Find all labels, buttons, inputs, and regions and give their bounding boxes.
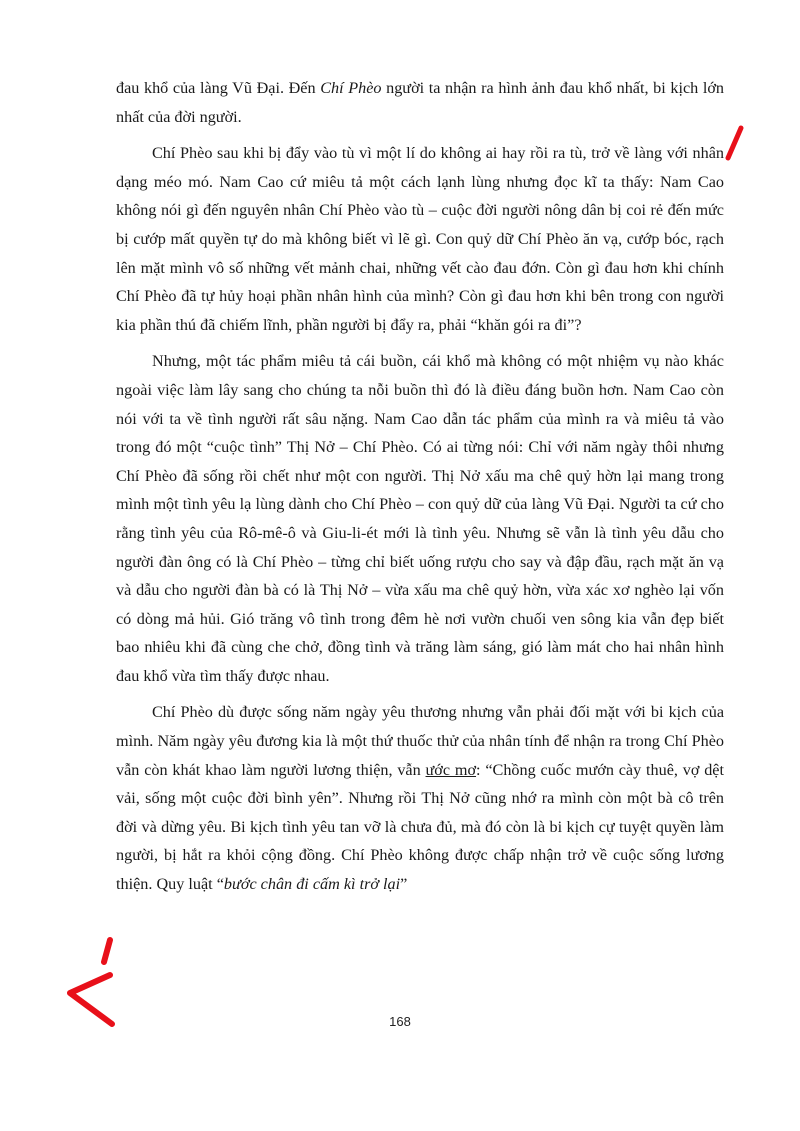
text-run: ” <box>400 875 408 894</box>
body-text <box>116 74 724 907</box>
red-slash-mark <box>728 128 741 158</box>
paragraph-1 <box>116 74 724 131</box>
text-run: ước mơ <box>425 760 477 779</box>
text-run: Nhưng, một tác phẩm miêu tả cái buồn, cái khổ mà không có một nhiệm vụ nào khác ngoài việc làm lây sang cho chúng ta nỗi buồn thì đó là điều đáng buồn hơn. Nam Cao còn nói với ta về tình người rất sâu nặng. Nam Cao dẫn tác phẩm của mình ra và miêu tả vào trong đó một “cuộc tình” Thị Nở – Chí Phèo. Có ai từng nói: Chỉ với năm ngày thôi nhưng Chí Phèo đã sống rồi chết như một con người. Thị Nở xấu ma chê quỷ hờn lại mang trong mình một tình yêu lạ lùng dành cho Chí Phèo – con quỷ dữ của làng Vũ Đại. Người ta cứ cho rằng tình yêu của Rô-mê-ô và Giu-li-ét mới là tình yêu. Nhưng sẽ vẫn là tình yêu dẫu cho người đàn ông có là Chí Phèo – từng chỉ biết uống rượu cho say và đập đầu, rạch mặt ăn vạ và dẫu cho người đàn bà có là Thị Nở – vừa xấu ma chê quỷ hờn, vừa xác xơ nghèo lại vốn có dòng mả hủi. Gió trăng vô tình trong đêm hè nơi vườn chuối ven sông kia vẫn đẹp biết bao nhiêu khi đã cùng che chở, đồng tình và trăng làm sáng, gió làm mát cho hai nhân hình đau khổ vừa tìm thấy được nhau. <box>116 352 724 685</box>
text-run: Chí Phèo sau khi bị đẩy vào tù vì một lí do không ai hay rồi ra tù, trở về làng với nhân dạng méo mó. Nam Cao cứ miêu tả một cách lạnh lùng nhưng đọc kĩ ta thấy: Nam Cao không nói gì đến nguyên nhân Chí Phèo vào tù – cuộc đời người nông dân bị coi rẻ đến mức bị cướp mất quyền tự do mà không biết vì lẽ gì. Con quỷ dữ Chí Phèo ăn vạ, cướp bóc, rạch lên mặt mình vô số những vết mảnh chai, những vết cào đau đớn. Còn gì đau hơn khi chính Chí Phèo đã tự hủy hoại phần nhân hình của mình? Còn gì đau hơn khi bên trong con người kia phần thú đã chiếm lĩnh, phần người bị đẩy ra, phải “khăn gói ra đi”? <box>116 144 724 334</box>
text-run: người ta nhận ra hình ảnh đau khổ nhất, bi kịch lớn nhất của đời người. <box>116 79 724 126</box>
text-run: : “Chồng cuốc mướn cày thuê, vợ dệt vải, sống một cuộc đời bình yên”. Nhưng rồi Thị Nở cũng nhớ ra mình còn một bà cô trên đời và dừng yêu. Bi kịch tình yêu tan vỡ là chưa đủ, mà đó còn là bi kịch cự tuyệt quyền làm người, bị hắt ra khỏi cộng đồng. Chí Phèo không được chấp nhận trở về cuộc sống lương thiện. Quy luật “ <box>116 760 724 894</box>
text-run: Chí Phèo <box>320 79 382 97</box>
red-bracket-mark <box>70 940 112 1024</box>
text-run: đau khổ của làng Vũ Đại. Đến <box>116 79 321 97</box>
paragraph-3 <box>116 347 724 690</box>
page-number: 168 <box>389 1014 411 1029</box>
paragraph-4 <box>116 698 724 898</box>
text-run: Chí Phèo dù được sống năm ngày yêu thương nhưng vẫn phải đối mặt với bi kịch của mình. Năm ngày yêu đương kia là một thứ thuốc thử của nhân tính để nhận ra trong Chí Phèo vẫn còn khát khao làm người lương thiện, vẫn <box>116 703 724 779</box>
text-run: bước chân đi cấm kì trở lại <box>223 875 401 894</box>
paragraph-2 <box>116 139 724 339</box>
